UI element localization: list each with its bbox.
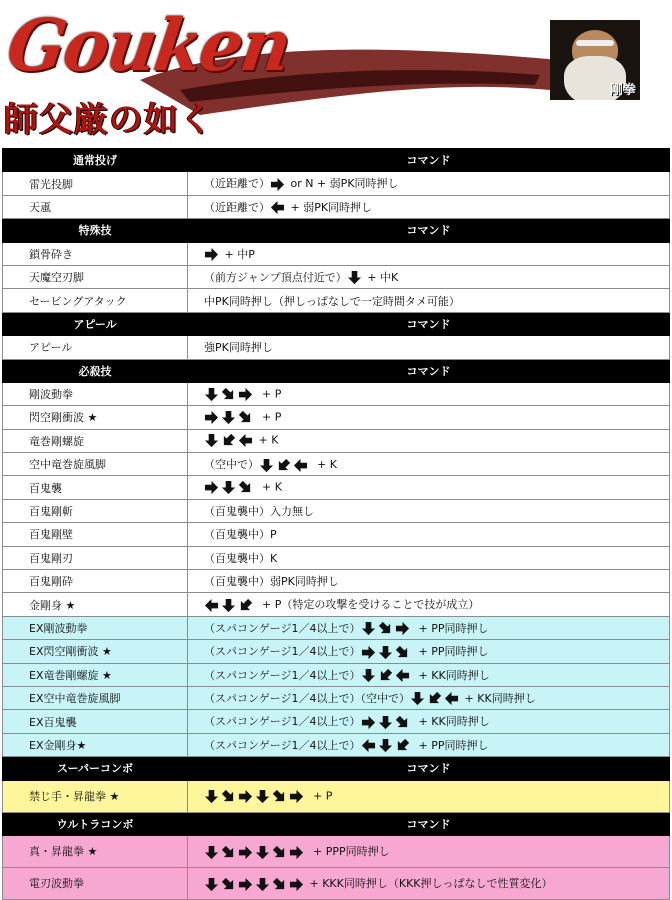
move-row	[3, 593, 670, 616]
command-text: （スパコンゲージ1／4以上で）（空中で）	[204, 691, 411, 705]
arrow-right-icon	[361, 715, 376, 730]
move-name: EX竜巻剛螺旋 ★	[3, 663, 188, 686]
command-column-header: コマンド	[188, 219, 670, 242]
move-row	[3, 867, 670, 899]
move-row	[3, 546, 670, 569]
arrow-left-icon	[361, 738, 376, 753]
arrow-down-left-icon	[238, 598, 253, 613]
move-name: 雷光投脚	[3, 172, 188, 195]
move-command	[188, 733, 670, 756]
move-name: アピール	[3, 336, 188, 359]
arrow-down-icon	[361, 621, 376, 636]
move-command	[188, 453, 670, 476]
move-name: 百鬼襲	[3, 476, 188, 499]
command-text: （百鬼襲中）弱PK同時押し	[204, 575, 339, 589]
arrow-down-icon	[259, 458, 274, 473]
command-text: （近距離で）	[204, 200, 270, 214]
command-text: + PP同時押し	[411, 621, 489, 635]
arrow-down-right-icon	[272, 789, 287, 804]
move-command	[188, 546, 670, 569]
move-name: 百鬼剛刃	[3, 546, 188, 569]
command-text: + P	[306, 789, 333, 803]
move-command	[188, 616, 670, 639]
move-row	[3, 499, 670, 522]
command-column-header: コマンド	[188, 312, 670, 335]
arrow-down-right-icon	[221, 789, 236, 804]
section-title: アピール	[3, 312, 188, 335]
move-command	[188, 523, 670, 546]
command-text: （スパコンゲージ1／4以上で）	[204, 668, 361, 682]
command-column-header: コマンド	[188, 757, 670, 780]
move-row	[3, 242, 670, 265]
move-command	[188, 382, 670, 405]
command-text: + P	[255, 410, 282, 424]
section-header-row	[3, 812, 670, 835]
move-row	[3, 640, 670, 663]
move-command	[188, 499, 670, 522]
arrow-right-icon	[204, 480, 219, 495]
arrow-down-icon	[378, 645, 393, 660]
section-title: 通常投げ	[3, 149, 188, 172]
move-name: 閃空剛衝波 ★	[3, 406, 188, 429]
command-text: + KK同時押し	[411, 715, 490, 729]
move-name: EX百鬼襲	[3, 710, 188, 733]
move-command	[188, 289, 670, 312]
section-title: ウルトラコンボ	[3, 812, 188, 835]
move-name: EX閃空剛衝波 ★	[3, 640, 188, 663]
move-name: EX空中竜巻旋風脚	[3, 686, 188, 709]
command-text: （空中で）	[204, 458, 259, 472]
move-command	[188, 406, 670, 429]
arrow-down-icon	[361, 668, 376, 683]
gouken-portrait	[550, 20, 640, 100]
arrow-down-left-icon	[221, 433, 236, 448]
command-list-table	[2, 148, 670, 900]
arrow-right-icon	[270, 177, 285, 192]
arrow-down-right-icon	[395, 645, 410, 660]
arrow-down-icon	[221, 480, 236, 495]
command-column-header: コマンド	[188, 812, 670, 835]
command-text: （百鬼襲中）P	[204, 528, 277, 542]
arrow-right-icon	[238, 877, 253, 892]
move-command	[188, 336, 670, 359]
command-text: （スパコンゲージ1／4以上で）	[204, 621, 361, 635]
move-name: 鎖骨砕き	[3, 242, 188, 265]
arrow-down-icon	[410, 691, 425, 706]
command-text: （近距離で）	[204, 177, 270, 191]
section-header-row	[3, 312, 670, 335]
move-command	[188, 429, 670, 452]
move-row	[3, 429, 670, 452]
move-row	[3, 523, 670, 546]
move-command	[188, 265, 670, 288]
arrow-down-left-icon	[276, 458, 291, 473]
command-text: 強PK同時押し	[204, 341, 273, 355]
arrow-right-icon	[289, 877, 304, 892]
gouken-logo: Gouken	[2, 4, 295, 89]
move-name: 百鬼剛斬	[3, 499, 188, 522]
move-name: EX金剛身★	[3, 733, 188, 756]
command-text: （前方ジャンプ頂点付近で）	[204, 270, 347, 284]
move-command	[188, 835, 670, 867]
arrow-right-icon	[204, 247, 219, 262]
move-row	[3, 406, 670, 429]
arrow-down-icon	[255, 845, 270, 860]
section-header-row	[3, 149, 670, 172]
command-text: + 中K	[363, 270, 399, 284]
move-row	[3, 733, 670, 756]
move-command	[188, 867, 670, 899]
move-command	[188, 710, 670, 733]
arrow-right-icon	[238, 387, 253, 402]
command-list-body	[3, 149, 670, 900]
arrow-right-icon	[361, 645, 376, 660]
arrow-down-right-icon	[221, 387, 236, 402]
arrow-down-left-icon	[395, 738, 410, 753]
move-command	[188, 663, 670, 686]
arrow-left-icon	[444, 691, 459, 706]
move-command	[188, 686, 670, 709]
move-row	[3, 835, 670, 867]
command-column-header: コマンド	[188, 359, 670, 382]
move-command	[188, 593, 670, 616]
command-text: + K	[310, 458, 337, 472]
section-title: 特殊技	[3, 219, 188, 242]
arrow-right-icon	[204, 410, 219, 425]
arrow-down-icon	[221, 410, 236, 425]
command-column-header: コマンド	[188, 149, 670, 172]
move-row	[3, 616, 670, 639]
arrow-down-icon	[204, 433, 219, 448]
command-text: 中PK同時押し（押しっぱなしで一定時間タメ可能）	[204, 294, 460, 308]
move-name: 剛波動拳	[3, 382, 188, 405]
move-row	[3, 570, 670, 593]
move-name: 竜巻剛螺旋	[3, 429, 188, 452]
arrow-down-right-icon	[395, 715, 410, 730]
arrow-down-left-icon	[427, 691, 442, 706]
move-command	[188, 570, 670, 593]
move-name: 禁じ手・昇龍拳 ★	[3, 780, 188, 812]
arrow-down-icon	[347, 270, 362, 285]
move-command	[188, 640, 670, 663]
command-text: + PP同時押し	[411, 738, 489, 752]
move-command	[188, 172, 670, 195]
command-text: + KK同時押し	[461, 691, 536, 705]
move-row	[3, 710, 670, 733]
move-name: セービングアタック	[3, 289, 188, 312]
command-text: + K	[255, 480, 282, 494]
move-row	[3, 663, 670, 686]
move-row	[3, 172, 670, 195]
section-header-row	[3, 757, 670, 780]
move-command	[188, 780, 670, 812]
arrow-down-icon	[378, 738, 393, 753]
section-header-row	[3, 219, 670, 242]
arrow-left-icon	[238, 433, 253, 448]
arrow-down-right-icon	[221, 845, 236, 860]
arrow-left-icon	[293, 458, 308, 473]
command-text: + KK同時押し	[411, 668, 490, 682]
move-row	[3, 195, 670, 218]
command-text: （百鬼襲中）入力無し	[204, 505, 314, 519]
command-text: （百鬼襲中）K	[204, 551, 278, 565]
move-row	[3, 780, 670, 812]
move-row	[3, 476, 670, 499]
command-text: or N + 弱PK同時押し	[287, 177, 399, 191]
arrow-left-icon	[270, 200, 285, 215]
move-name: 天颪	[3, 195, 188, 218]
page-header	[0, 0, 672, 142]
command-text: （スパコンゲージ1／4以上で）	[204, 738, 361, 752]
command-text: （スパコンゲージ1／4以上で）	[204, 645, 361, 659]
move-name: 天魔空刃脚	[3, 265, 188, 288]
command-text: + P（特定の攻撃を受けることで技が成立）	[255, 598, 480, 612]
move-row	[3, 686, 670, 709]
move-name: 電刃波動拳	[3, 867, 188, 899]
section-title: 必殺技	[3, 359, 188, 382]
command-text: + PPP同時押し	[306, 845, 390, 859]
move-row	[3, 336, 670, 359]
move-name: 空中竜巻旋風脚	[3, 453, 188, 476]
arrow-down-right-icon	[221, 877, 236, 892]
arrow-down-icon	[255, 877, 270, 892]
move-name: 百鬼剛砕	[3, 570, 188, 593]
arrow-right-icon	[238, 789, 253, 804]
move-name: 真・昇龍拳 ★	[3, 835, 188, 867]
move-row	[3, 382, 670, 405]
page-subtitle: 師父厳の如く	[4, 100, 214, 140]
arrow-down-icon	[204, 845, 219, 860]
move-command	[188, 242, 670, 265]
arrow-down-right-icon	[238, 480, 253, 495]
section-header-row	[3, 359, 670, 382]
move-row	[3, 265, 670, 288]
arrow-down-icon	[204, 387, 219, 402]
move-name: 金剛身 ★	[3, 593, 188, 616]
command-text: + KKK同時押し（KKK押しっぱなしで性質変化）	[306, 877, 553, 891]
arrow-down-right-icon	[272, 845, 287, 860]
arrow-right-icon	[289, 845, 304, 860]
arrow-down-icon	[255, 789, 270, 804]
move-name: 百鬼剛壁	[3, 523, 188, 546]
arrow-left-icon	[204, 598, 219, 613]
portrait-brow	[576, 40, 614, 46]
portrait-tag: 剛拳	[609, 83, 636, 98]
command-text: + 中P	[221, 247, 255, 261]
command-text: + 弱PK同時押し	[287, 200, 373, 214]
arrow-down-icon	[204, 789, 219, 804]
arrow-down-right-icon	[238, 410, 253, 425]
arrow-down-right-icon	[378, 621, 393, 636]
arrow-down-icon	[204, 877, 219, 892]
arrow-right-icon	[395, 621, 410, 636]
move-command	[188, 476, 670, 499]
command-text: + PP同時押し	[411, 645, 489, 659]
arrow-down-right-icon	[272, 877, 287, 892]
arrow-down-icon	[378, 715, 393, 730]
move-row	[3, 453, 670, 476]
arrow-down-icon	[221, 598, 236, 613]
arrow-right-icon	[238, 845, 253, 860]
move-name: EX剛波動拳	[3, 616, 188, 639]
command-text: + P	[255, 387, 282, 401]
move-row	[3, 289, 670, 312]
section-title: スーパーコンボ	[3, 757, 188, 780]
move-command	[188, 195, 670, 218]
command-text: （スパコンゲージ1／4以上で）	[204, 715, 361, 729]
arrow-down-left-icon	[378, 668, 393, 683]
arrow-right-icon	[289, 789, 304, 804]
arrow-left-icon	[395, 668, 410, 683]
command-text: + K	[255, 433, 279, 447]
